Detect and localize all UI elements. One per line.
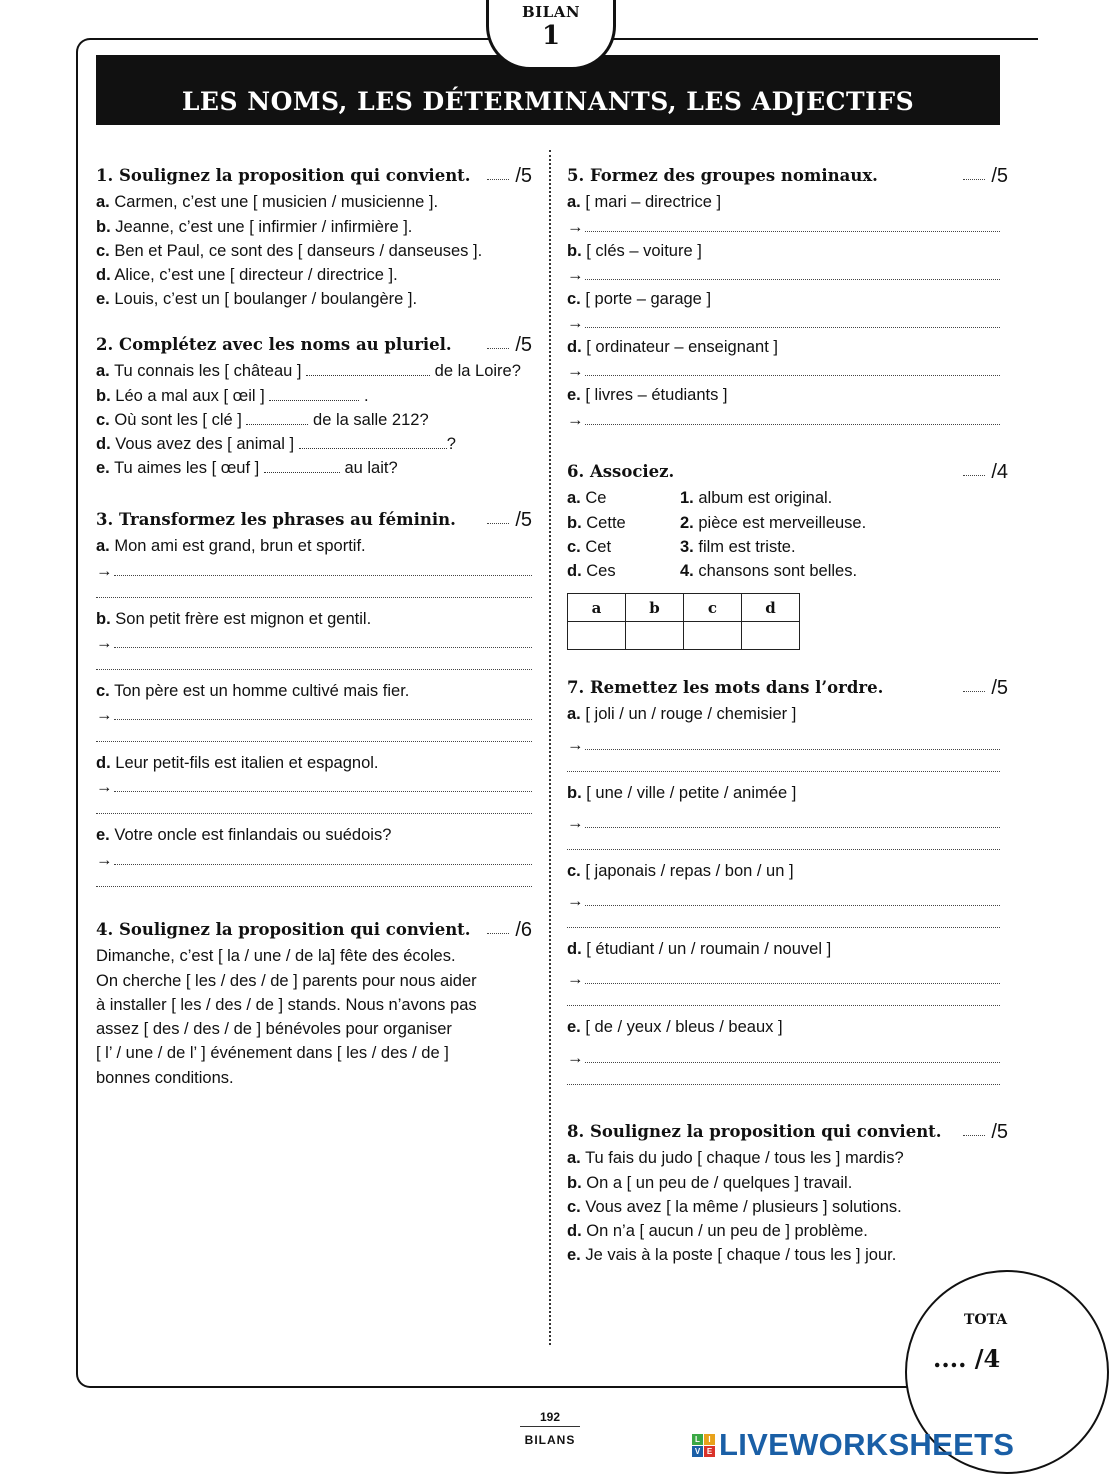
score-box[interactable]: /6 [487,918,532,942]
list-item[interactable]: e. Je vais à la poste [ chaque / tous les ] jour. [567,1246,897,1265]
text-line[interactable]: à installer [ les / des / de ] stands. Nous n’avons pas [96,995,477,1014]
answer-line[interactable]: → [96,631,532,655]
list-item[interactable]: b. On a [ un peu de / quelques ] travail. [567,1173,853,1192]
text-line[interactable]: assez [ des / des / de ] bénévoles pour organiser [96,1020,452,1039]
bilan-tab [486,0,616,70]
association-grid [567,593,800,650]
total-label: TOTA [964,1312,1008,1328]
grid-header: b [626,594,684,622]
list-item: a. Mon ami est grand, brun et sportif. [96,537,366,556]
answer-blank[interactable] [264,458,340,473]
list-item: d. [ ordinateur – enseignant ] [567,338,778,357]
list-item[interactable]: d. On n’a [ aucun / un peu de ] problème. [567,1222,868,1241]
total-value[interactable]: .... /4 [933,1344,1001,1373]
answer-line[interactable]: → [567,811,1000,835]
list-item: b. Léo a mal aux [ œil ] . [96,386,369,405]
answer-line[interactable] [96,583,532,607]
list-item: e. Votre oncle est finlandais ou suédois? [96,826,392,845]
list-item: c. [ porte – garage ] [567,289,712,308]
liveworksheets-logo-icon: L I V E [692,1434,715,1457]
list-item: b. Cette 2. pièce est merveilleuse. [567,513,867,532]
exercise-title: 8. Soulignez la proposition qui convient. /5 [567,1121,1008,1143]
answer-line[interactable]: → [567,889,1000,913]
answer-blank[interactable] [306,361,430,376]
answer-line[interactable]: → [567,1046,1000,1070]
answer-line[interactable]: → [567,311,1000,335]
exercise-title: 7. Remettez les mots dans l’ordre. /5 [567,677,1008,699]
grid-header: d [742,594,800,622]
brand-text: LIVEWORKSHEETS [719,1427,1015,1462]
answer-line[interactable] [567,757,1000,781]
list-item[interactable]: e. Louis, c’est un [ boulanger / boulangère ]. [96,290,418,309]
list-item: b. Son petit frère est mignon et gentil. [96,609,372,628]
exercise-1 [96,164,532,312]
grid-answer-cell[interactable] [626,622,684,650]
list-item: d. Ces 4. chansons sont belles. [567,562,858,581]
score-box[interactable]: /5 [963,164,1008,188]
score-box[interactable]: /5 [963,1120,1008,1144]
grid-answer-cell[interactable] [742,622,800,650]
list-item: b. [ une / ville / petite / animée ] [567,783,797,802]
answer-blank[interactable] [246,410,308,425]
answer-line[interactable]: → [567,359,1000,383]
list-item[interactable]: a. Tu fais du judo [ chaque / tous les ] mardis? [567,1149,904,1168]
exercise-3 [96,508,532,896]
answer-line[interactable]: → [96,775,532,799]
list-item: e. [ de / yeux / bleus / beaux ] [567,1018,783,1037]
exercise-2 [96,333,532,481]
text-line[interactable]: bonnes conditions. [96,1068,234,1087]
list-item: a. Ce 1. album est original. [567,489,833,508]
page-number: 192 [520,1410,580,1427]
score-box[interactable]: /5 [963,676,1008,700]
answer-blank[interactable] [269,386,359,401]
grid-header: a [568,594,626,622]
exercise-title: 5. Formez des groupes nominaux. /5 [567,165,1008,187]
answer-line[interactable]: → [96,559,532,583]
grid-answer-cell[interactable] [568,622,626,650]
page-label: BILANS [524,1433,576,1447]
answer-line[interactable] [96,655,532,679]
grid-header: c [684,594,742,622]
exercise-7 [567,676,1008,1094]
answer-line[interactable] [567,913,1000,937]
list-item: c. Cet 3. film est triste. [567,537,796,556]
list-item[interactable]: d. Alice, c’est une [ directeur / directrice ]. [96,266,398,285]
score-box[interactable]: /5 [487,333,532,357]
list-item: a. Tu connais les [ château ] de la Loire? [96,362,521,381]
answer-line[interactable] [567,1070,1000,1094]
exercise-4 [96,918,532,1090]
list-item[interactable]: c. Ben et Paul, ce sont des [ danseurs / danseuses ]. [96,241,483,260]
bilan-label: BILAN [521,3,581,21]
page-title: LES NOMS, LES DÉTERMINANTS, LES ADJECTIFS [181,87,915,116]
score-box[interactable]: /5 [487,508,532,532]
column-divider [549,150,551,1345]
list-item[interactable]: b. Jeanne, c’est une [ infirmier / infirmière ]. [96,217,413,236]
exercise-title: 2. Complétez avec les noms au pluriel. /5 [96,334,532,356]
exercise-title: 6. Associez. /4 [567,461,1008,483]
list-item: d. Leur petit-fils est italien et espagnol. [96,754,379,773]
answer-line[interactable] [567,991,1000,1015]
answer-line[interactable]: → [567,733,1000,757]
list-item: e. [ livres – étudiants ] [567,386,728,405]
answer-line[interactable]: → [567,215,1000,239]
list-item[interactable]: a. Carmen, c’est une [ musicien / musicienne ]. [96,193,439,212]
list-item: d. [ étudiant / un / roumain / nouvel ] [567,940,832,959]
list-item: e. Tu aimes les [ œuf ] au lait? [96,459,398,478]
answer-line[interactable] [96,799,532,823]
answer-line[interactable]: → [567,967,1000,991]
list-item: b. [ clés – voiture ] [567,241,702,260]
answer-line[interactable] [96,727,532,751]
exercise-title: 4. Soulignez la proposition qui convient. /6 [96,919,532,941]
answer-line[interactable]: → [567,263,1000,287]
answer-blank[interactable] [299,434,447,449]
score-box[interactable]: /4 [963,460,1008,484]
score-box[interactable]: /5 [487,164,532,188]
exercise-6 [567,460,1008,650]
list-item: c. Ton père est un homme cultivé mais fier. [96,681,410,700]
exercise-title: 3. Transformez les phrases au féminin. /5 [96,509,532,531]
list-item: c. [ japonais / repas / bon / un ] [567,861,794,880]
page-footer [500,1410,600,1447]
list-item: a. [ joli / un / rouge / chemisier ] [567,705,797,724]
answer-line[interactable] [96,872,532,896]
text-line[interactable]: [ l’ / une / de l’ ] événement dans [ les / des / de ] [96,1044,449,1063]
exercise-title: 1. Soulignez la proposition qui convient. /5 [96,165,532,187]
bilan-number: 1 [541,21,561,51]
list-item: a. [ mari – directrice ] [567,193,722,212]
list-item: c. Où sont les [ clé ] de la salle 212? [96,410,429,429]
exercise-5 [567,164,1008,432]
text-line[interactable]: Dimanche, c’est [ la / une / de la] fête des écoles. [96,947,456,966]
liveworksheets-brand[interactable] [692,1428,1014,1462]
text-line[interactable]: On cherche [ les / des / de ] parents pour nous aider [96,971,477,990]
answer-line[interactable]: → [567,408,1000,432]
answer-line[interactable]: → [96,703,532,727]
list-item[interactable]: c. Vous avez [ la même / plusieurs ] solutions. [567,1197,902,1216]
answer-line[interactable] [567,835,1000,859]
grid-answer-cell[interactable] [684,622,742,650]
answer-line[interactable]: → [96,848,532,872]
list-item: d. Vous avez des [ animal ] ? [96,435,456,454]
exercise-8 [567,1120,1008,1268]
